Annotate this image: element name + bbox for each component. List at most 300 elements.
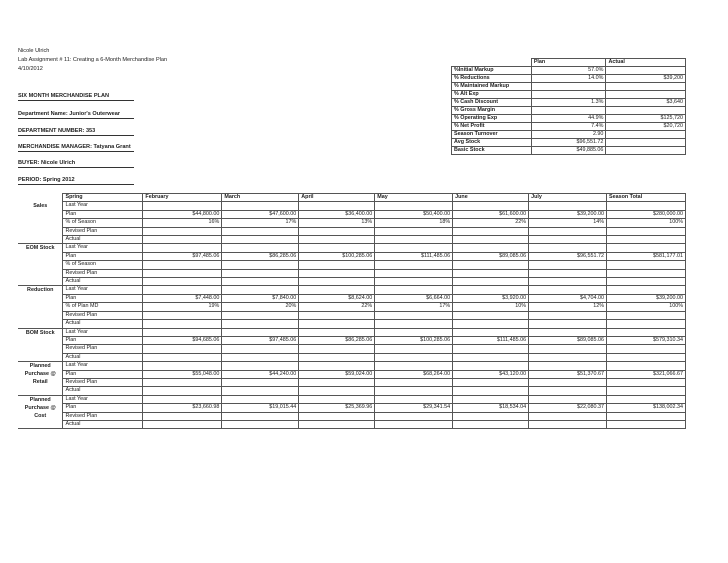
plan-cell [529, 362, 607, 370]
plan-cell [375, 353, 453, 361]
plan-cell: 13% [299, 219, 375, 227]
plan-cell [375, 395, 453, 403]
plan-row [18, 202, 686, 210]
plan-cell [529, 353, 607, 361]
plan-group-label: Reduction [18, 286, 63, 328]
plan-cell [453, 345, 529, 353]
plan-cell [529, 244, 607, 252]
plan-row [18, 236, 686, 244]
plan-cell: 12% [529, 303, 607, 311]
plan-cell: $581,177.01 [607, 252, 686, 260]
plan-cell [375, 202, 453, 210]
plan-cell [375, 269, 453, 277]
plan-cell [607, 362, 686, 370]
plan-cell [222, 362, 299, 370]
plan-row [18, 370, 686, 378]
plan-cell: $43,120.00 [453, 370, 529, 378]
summary-metric-label: % Reductions [452, 75, 532, 83]
plan-row [18, 387, 686, 395]
plan-cell [222, 395, 299, 403]
plan-cell [607, 227, 686, 235]
plan-cell [222, 420, 299, 428]
plan-cell [607, 353, 686, 361]
plan-cell [143, 202, 222, 210]
plan-cell: 20% [222, 303, 299, 311]
plan-cell [529, 286, 607, 294]
period: PERIOD: Spring 2012 [18, 177, 75, 183]
plan-cell [143, 278, 222, 286]
plan-row-label: Actual [63, 320, 143, 328]
summary-row [452, 139, 686, 147]
summary-row [452, 91, 686, 99]
plan-cell [222, 261, 299, 269]
plan-cell [299, 311, 375, 319]
plan-cell: $100,285.06 [299, 252, 375, 260]
month-header-april: April [299, 194, 375, 202]
summary-plan-value: 57.0% [531, 67, 606, 75]
summary-plan-value: 7.4% [531, 123, 606, 131]
plan-cell [222, 412, 299, 420]
plan-cell [299, 362, 375, 370]
plan-cell [375, 362, 453, 370]
plan-row [18, 395, 686, 403]
plan-cell [299, 378, 375, 386]
plan-cell [222, 286, 299, 294]
plan-cell [453, 311, 529, 319]
plan-cell [529, 236, 607, 244]
plan-cell: 16% [143, 219, 222, 227]
plan-cell [222, 311, 299, 319]
plan-cell: $44,240.00 [222, 370, 299, 378]
plan-cell [143, 261, 222, 269]
plan-cell [529, 345, 607, 353]
plan-cell [453, 269, 529, 277]
plan-cell [299, 412, 375, 420]
plan-cell [299, 387, 375, 395]
plan-cell [299, 278, 375, 286]
plan-row [18, 412, 686, 420]
plan-cell: $6,664.00 [375, 294, 453, 302]
plan-cell [529, 387, 607, 395]
plan-cell: $321,066.67 [607, 370, 686, 378]
plan-row-label: Revised Plan [63, 269, 143, 277]
plan-cell [299, 269, 375, 277]
plan-cell [607, 244, 686, 252]
plan-row [18, 353, 686, 361]
plan-row [18, 362, 686, 370]
plan-cell [529, 395, 607, 403]
plan-cell [453, 320, 529, 328]
plan-row [18, 244, 686, 252]
plan-cell [375, 244, 453, 252]
plan-row [18, 311, 686, 319]
summary-plan-value: 1.3% [531, 99, 606, 107]
plan-cell: 19% [143, 303, 222, 311]
plan-cell: $55,048.00 [143, 370, 222, 378]
plan-row-label: Plan [63, 252, 143, 260]
plan-group-label: Planned Purchase @ Cost [18, 395, 63, 429]
plan-cell [453, 412, 529, 420]
month-header-may: May [375, 194, 453, 202]
plan-cell: $97,485.06 [143, 252, 222, 260]
plan-cell [222, 353, 299, 361]
plan-cell [299, 202, 375, 210]
plan-cell [453, 420, 529, 428]
plan-cell [143, 236, 222, 244]
plan-cell: 22% [299, 303, 375, 311]
summary-plan-value [531, 83, 606, 91]
plan-cell [143, 420, 222, 428]
plan-cell: $89,085.06 [529, 336, 607, 344]
plan-cell [375, 378, 453, 386]
assignment-title: Lab Assignment # 11: Creating a 6-Month Merchandise Plan [18, 57, 168, 63]
plan-row-label: % of Season [63, 219, 143, 227]
merchandise-manager: MERCHANDISE MANAGER: Tatyana Grant [18, 144, 131, 150]
plan-cell: 17% [222, 219, 299, 227]
plan-cell: $3,920.00 [453, 294, 529, 302]
summary-row [452, 115, 686, 123]
plan-row-label: Actual [63, 420, 143, 428]
summary-plan-value: 44.9% [531, 115, 606, 123]
summary-metric-label: % Maintained Markup [452, 83, 532, 91]
plan-group-label: EOM Stock [18, 244, 63, 286]
plan-cell [222, 387, 299, 395]
plan-cell: $280,000.00 [607, 210, 686, 218]
plan-row [18, 219, 686, 227]
summary-row [452, 67, 686, 75]
plan-cell [299, 261, 375, 269]
author-name: Nicole Ulrich [18, 48, 50, 54]
plan-row-label: Revised Plan [63, 378, 143, 386]
plan-row-label: Revised Plan [63, 412, 143, 420]
plan-cell [299, 353, 375, 361]
month-header-season-total: Season Total [607, 194, 686, 202]
plan-cell [143, 269, 222, 277]
plan-row-label: Plan [63, 336, 143, 344]
summary-row [452, 123, 686, 131]
plan-cell [607, 412, 686, 420]
plan-cell [143, 395, 222, 403]
plan-cell: $44,800.00 [143, 210, 222, 218]
plan-cell [607, 278, 686, 286]
plan-cell [453, 328, 529, 336]
summary-header-row [452, 59, 686, 67]
plan-cell [375, 328, 453, 336]
summary-metric-label: %Initial Markup [452, 67, 532, 75]
assignment-date: 4/10/2012 [18, 66, 43, 72]
summary-plan-value: $49,885.06 [531, 147, 606, 155]
plan-cell: 100% [607, 303, 686, 311]
plan-row [18, 303, 686, 311]
plan-cell [375, 320, 453, 328]
plan-cell: $111,485.06 [375, 252, 453, 260]
plan-cell [607, 420, 686, 428]
plan-row [18, 294, 686, 302]
plan-cell: $579,310.34 [607, 336, 686, 344]
summary-row [452, 99, 686, 107]
plan-cell [375, 345, 453, 353]
plan-cell [143, 362, 222, 370]
plan-cell [529, 378, 607, 386]
plan-cell [453, 278, 529, 286]
plan-cell: $47,600.00 [222, 210, 299, 218]
plan-row [18, 320, 686, 328]
plan-cell [607, 261, 686, 269]
summary-col-actual: Actual [606, 59, 686, 67]
plan-group-label: BOM Stock [18, 328, 63, 362]
plan-row-label: Last Year [63, 328, 143, 336]
plan-cell: $7,448.00 [143, 294, 222, 302]
plan-cell [607, 387, 686, 395]
plan-cell [299, 395, 375, 403]
summary-row [452, 147, 686, 155]
summary-metric-label: % Cash Discount [452, 99, 532, 107]
plan-cell [375, 387, 453, 395]
summary-row [452, 75, 686, 83]
plan-row-label: Actual [63, 278, 143, 286]
month-header-march: March [222, 194, 299, 202]
plan-cell [453, 378, 529, 386]
plan-cell [143, 328, 222, 336]
plan-title: SIX MONTH MERCHANDISE PLAN [18, 93, 110, 99]
summary-metric-label: % Net Profit [452, 123, 532, 131]
summary-metric-label: Basic Stock [452, 147, 532, 155]
plan-row [18, 261, 686, 269]
summary-plan-value: $96,551.72 [531, 139, 606, 147]
plan-row-label: Last Year [63, 362, 143, 370]
plan-cell [607, 378, 686, 386]
plan-cell [607, 236, 686, 244]
summary-plan-value [531, 91, 606, 99]
plan-cell [143, 286, 222, 294]
summary-header-blank [452, 59, 532, 67]
summary-row [452, 107, 686, 115]
plan-cell [143, 412, 222, 420]
plan-cell: 17% [375, 303, 453, 311]
plan-row [18, 278, 686, 286]
summary-actual-value [606, 67, 686, 75]
summary-metric-label: Season Turnover [452, 131, 532, 139]
plan-cell [299, 227, 375, 235]
season-label: Spring [63, 194, 143, 202]
department-number: DEPARTMENT NUMBER: 353 [18, 128, 96, 134]
plan-row-label: Plan [63, 404, 143, 412]
plan-cell [222, 378, 299, 386]
plan-cell [143, 378, 222, 386]
summary-actual-value [606, 107, 686, 115]
plan-cell [453, 227, 529, 235]
plan-cell: $23,660.98 [143, 404, 222, 412]
plan-cell [529, 278, 607, 286]
plan-row-label: Actual [63, 353, 143, 361]
merchandise-plan-table [18, 193, 686, 429]
plan-row [18, 420, 686, 428]
plan-cell: $18,534.04 [453, 404, 529, 412]
plan-cell [222, 345, 299, 353]
plan-cell: $50,400.00 [375, 210, 453, 218]
plan-cell [299, 420, 375, 428]
summary-row [452, 83, 686, 91]
plan-cell [222, 269, 299, 277]
plan-cell [375, 236, 453, 244]
plan-row-label: Actual [63, 387, 143, 395]
plan-row-label: Last Year [63, 244, 143, 252]
plan-cell [607, 202, 686, 210]
plan-cell: $25,369.96 [299, 404, 375, 412]
plan-cell [222, 278, 299, 286]
plan-cell [299, 244, 375, 252]
plan-cell [607, 286, 686, 294]
plan-cell: $4,704.00 [529, 294, 607, 302]
plan-cell: $97,485.06 [222, 336, 299, 344]
plan-cell [607, 395, 686, 403]
summary-actual-value: $20,720 [606, 123, 686, 131]
plan-cell [453, 261, 529, 269]
summary-metric-label: % Alt Exp [452, 91, 532, 99]
summary-col-plan: Plan [531, 59, 606, 67]
plan-cell [529, 202, 607, 210]
plan-cell: $86,285.06 [299, 336, 375, 344]
plan-cell [529, 320, 607, 328]
plan-cell [607, 320, 686, 328]
plan-row [18, 378, 686, 386]
plan-cell: $39,200.00 [607, 294, 686, 302]
department-name: Department Name: Junior's Outerwear [18, 111, 121, 117]
plan-row [18, 404, 686, 412]
summary-actual-value [606, 139, 686, 147]
summary-actual-value: $125,720 [606, 115, 686, 123]
plan-cell [222, 236, 299, 244]
plan-cell [143, 244, 222, 252]
plan-cell [375, 278, 453, 286]
plan-cell: $96,551.72 [529, 252, 607, 260]
plan-cell [143, 387, 222, 395]
summary-actual-value: $3,640 [606, 99, 686, 107]
plan-cell: $19,015.44 [222, 404, 299, 412]
plan-row-label: Last Year [63, 286, 143, 294]
plan-cell: $29,341.54 [375, 404, 453, 412]
plan-cell [607, 328, 686, 336]
plan-cell: $51,370.67 [529, 370, 607, 378]
summary-metric-label: % Gross Margin [452, 107, 532, 115]
plan-header-row [18, 194, 686, 202]
plan-cell [375, 420, 453, 428]
plan-cell [143, 227, 222, 235]
summary-actual-value [606, 131, 686, 139]
plan-cell: $8,624.00 [299, 294, 375, 302]
plan-row-label: Last Year [63, 395, 143, 403]
plan-cell [453, 244, 529, 252]
plan-cell [453, 353, 529, 361]
plan-cell [375, 412, 453, 420]
plan-cell: $89,085.06 [453, 252, 529, 260]
summary-table [451, 58, 686, 155]
plan-cell: 100% [607, 219, 686, 227]
plan-cell: $61,600.00 [453, 210, 529, 218]
plan-cell: $39,200.00 [529, 210, 607, 218]
plan-header-blank [18, 194, 63, 202]
plan-row-label: Plan [63, 294, 143, 302]
plan-cell [529, 227, 607, 235]
plan-cell [222, 244, 299, 252]
plan-cell [529, 328, 607, 336]
plan-cell [299, 345, 375, 353]
plan-cell [453, 387, 529, 395]
plan-cell [222, 320, 299, 328]
plan-cell: $68,264.00 [375, 370, 453, 378]
plan-row-label: Last Year [63, 202, 143, 210]
plan-cell [375, 261, 453, 269]
plan-cell: $36,400.00 [299, 210, 375, 218]
plan-row [18, 336, 686, 344]
plan-cell: $59,024.00 [299, 370, 375, 378]
plan-cell [299, 286, 375, 294]
month-header-june: June [453, 194, 529, 202]
plan-row [18, 227, 686, 235]
plan-group-label: Planned Purchase @ Retail [18, 362, 63, 396]
summary-row [452, 131, 686, 139]
plan-cell [529, 311, 607, 319]
summary-metric-label: Avg Stock [452, 139, 532, 147]
summary-plan-value: 14.0% [531, 75, 606, 83]
plan-cell: 10% [453, 303, 529, 311]
plan-cell: $7,840.00 [222, 294, 299, 302]
plan-cell [453, 236, 529, 244]
plan-row-label: Plan [63, 210, 143, 218]
plan-row-label: % of Plan MD [63, 303, 143, 311]
plan-cell: $86,285.06 [222, 252, 299, 260]
plan-cell: 14% [529, 219, 607, 227]
plan-cell [375, 286, 453, 294]
plan-cell [453, 362, 529, 370]
plan-cell [529, 261, 607, 269]
summary-metric-label: % Operating Exp [452, 115, 532, 123]
plan-cell: 22% [453, 219, 529, 227]
plan-row [18, 269, 686, 277]
month-header-february: February [143, 194, 222, 202]
plan-row [18, 345, 686, 353]
plan-cell [143, 311, 222, 319]
plan-cell [143, 320, 222, 328]
plan-cell [607, 345, 686, 353]
plan-cell [607, 311, 686, 319]
plan-cell [143, 353, 222, 361]
plan-cell [299, 328, 375, 336]
summary-plan-value: 2.90 [531, 131, 606, 139]
plan-cell [222, 328, 299, 336]
plan-row [18, 286, 686, 294]
plan-row-label: Revised Plan [63, 311, 143, 319]
plan-cell: $111,485.06 [453, 336, 529, 344]
plan-row-label: % of Season [63, 261, 143, 269]
plan-cell [529, 269, 607, 277]
summary-actual-value [606, 147, 686, 155]
plan-row-label: Plan [63, 370, 143, 378]
plan-cell: $100,285.06 [375, 336, 453, 344]
summary-actual-value: $39,200 [606, 75, 686, 83]
plan-row [18, 210, 686, 218]
plan-row-label: Actual [63, 236, 143, 244]
plan-cell [453, 395, 529, 403]
plan-cell [529, 412, 607, 420]
plan-row-label: Revised Plan [63, 345, 143, 353]
plan-cell [375, 227, 453, 235]
plan-cell [375, 311, 453, 319]
plan-row [18, 328, 686, 336]
plan-cell [529, 420, 607, 428]
summary-actual-value [606, 83, 686, 91]
plan-cell [222, 227, 299, 235]
